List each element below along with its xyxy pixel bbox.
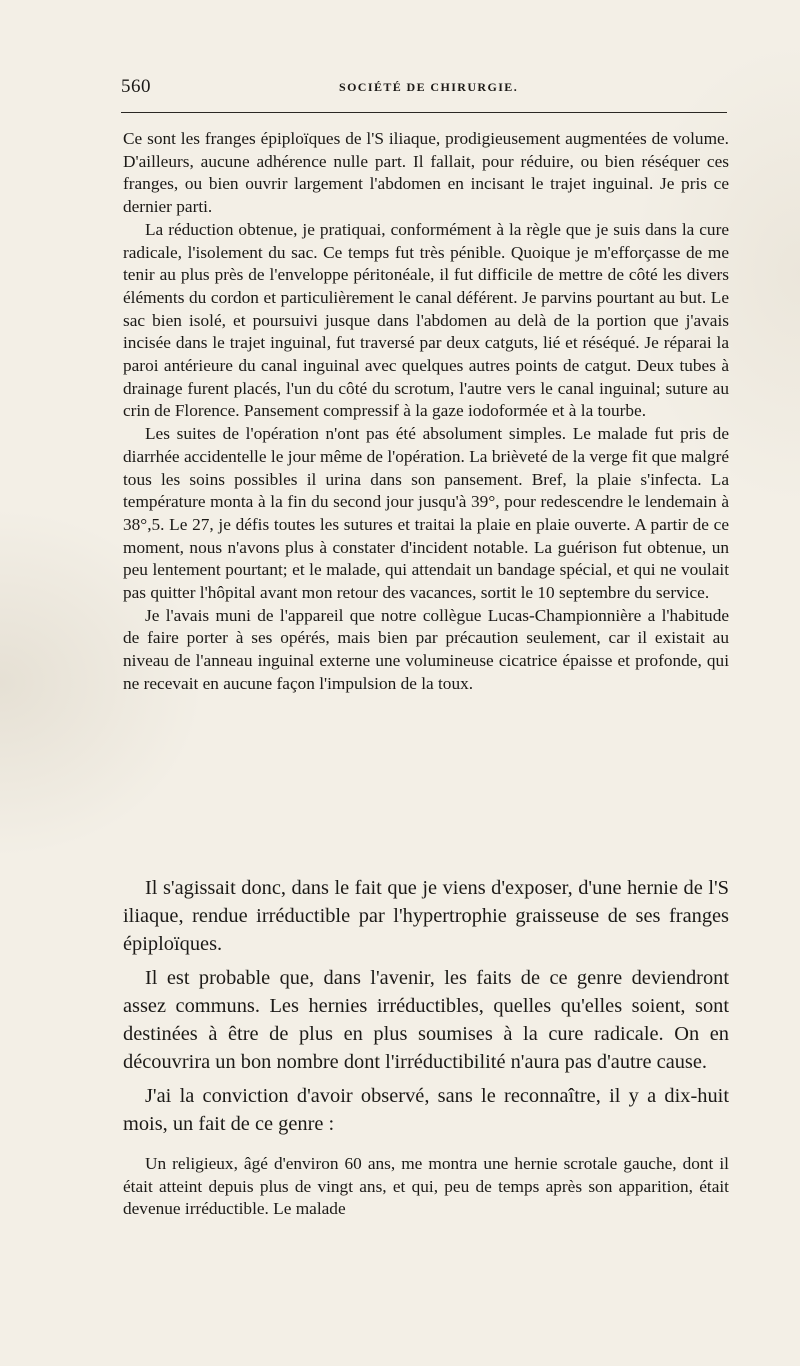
paragraph: La réduction obtenue, je pratiquai, conformément à la règle que je suis dans la cure radicale, l'isolement du sac. Ce temps fut très pénible. Quoique je m'efforçasse de me tenir au plus près de l'enveloppe péritonéale, il fut difficile de mettre de côté les divers éléments du cordon et particulièrement le canal déférent. Je parvins pourtant au but. Le sac bien isolé, et poursuivi jusque dans l'abdomen au delà de la portion que j'avais incisée dans le trajet inguinal, fut traversé par deux catguts, lié et réséqué. Je réparai la paroi antérieure du canal inguinal avec quelques autres points de catgut. Deux tubes à drainage furent placés, l'un du côté du scrotum, l'autre vers le canal inguinal; suture au crin de Florence. Pansement compressif à la gaze iodoformée et à la tourbe. — [123, 219, 729, 421]
second-case-text — [123, 1153, 729, 1221]
header-rule — [121, 112, 727, 113]
page-header — [121, 76, 729, 100]
paragraph: Il est probable que, dans l'avenir, les faits de ce genre deviendront assez communs. Les hernies irréductibles, quelles qu'elles soient, sont destinées à être de plus en plus soumises à la cure radicale. On en découvrira un bon nombre dont l'irréductibilité n'aura pas d'autre cause. — [123, 967, 729, 1073]
discussion-text — [123, 874, 729, 1138]
paragraph: J'ai la conviction d'avoir observé, sans le reconnaître, il y a dix-huit mois, un fait de ce genre : — [123, 1085, 729, 1135]
case-report-text — [123, 128, 729, 696]
running-title: SOCIÉTÉ DE CHIRURGIE. — [339, 80, 519, 94]
page-number: 560 — [121, 76, 151, 97]
paragraph: Ce sont les franges épiploïques de l'S iliaque, prodigieusement augmentées de volume. D'ailleurs, aucune adhérence nulle part. Il fallait, pour réduire, ou bien réséquer ces franges, ou bien ouvrir largement l'abdomen en incisant le trajet inguinal. Je pris ce dernier parti. — [123, 129, 729, 217]
paragraph: Il s'agissait donc, dans le fait que je viens d'exposer, d'une hernie de l'S iliaque, rendue irréductible par l'hypertrophie graisseuse de ses franges épiploïques. — [123, 877, 729, 955]
paragraph: Un religieux, âgé d'environ 60 ans, me montra une hernie scrotale gauche, dont il était atteint depuis plus de vingt ans, et qui, peu de temps après son apparition, était devenue irréductible. Le malade — [123, 1154, 729, 1219]
paragraph: Les suites de l'opération n'ont pas été absolument simples. Le malade fut pris de diarrhée accidentelle le jour même de l'opération. La brièveté de la verge fit que malgré tous les soins possibles il urina dans son pansement. Bref, la plaie s'infecta. La température monta à la fin du second jour jusqu'à 39°, pour redescendre le lendemain à 38°,5. Le 27, je défis toutes les sutures et traitai la plaie en plaie ouverte. A partir de ce moment, nous n'avons plus à constater d'incident notable. La guérison fut obtenue, un peu lentement pourtant; et le malade, qui attendait un bandage spécial, et qui ne voulait pas quitter l'hôpital avant mon retour des vacances, sortit le 10 septembre du service. — [123, 424, 729, 603]
paragraph: Je l'avais muni de l'appareil que notre collègue Lucas-Championnière a l'habitude de faire porter à ses opérés, mais bien par précaution seulement, car il existait au niveau de l'anneau inguinal externe une volumineuse cicatrice épaisse et profonde, qui ne recevait en aucune façon l'impulsion de la toux. — [123, 605, 729, 693]
